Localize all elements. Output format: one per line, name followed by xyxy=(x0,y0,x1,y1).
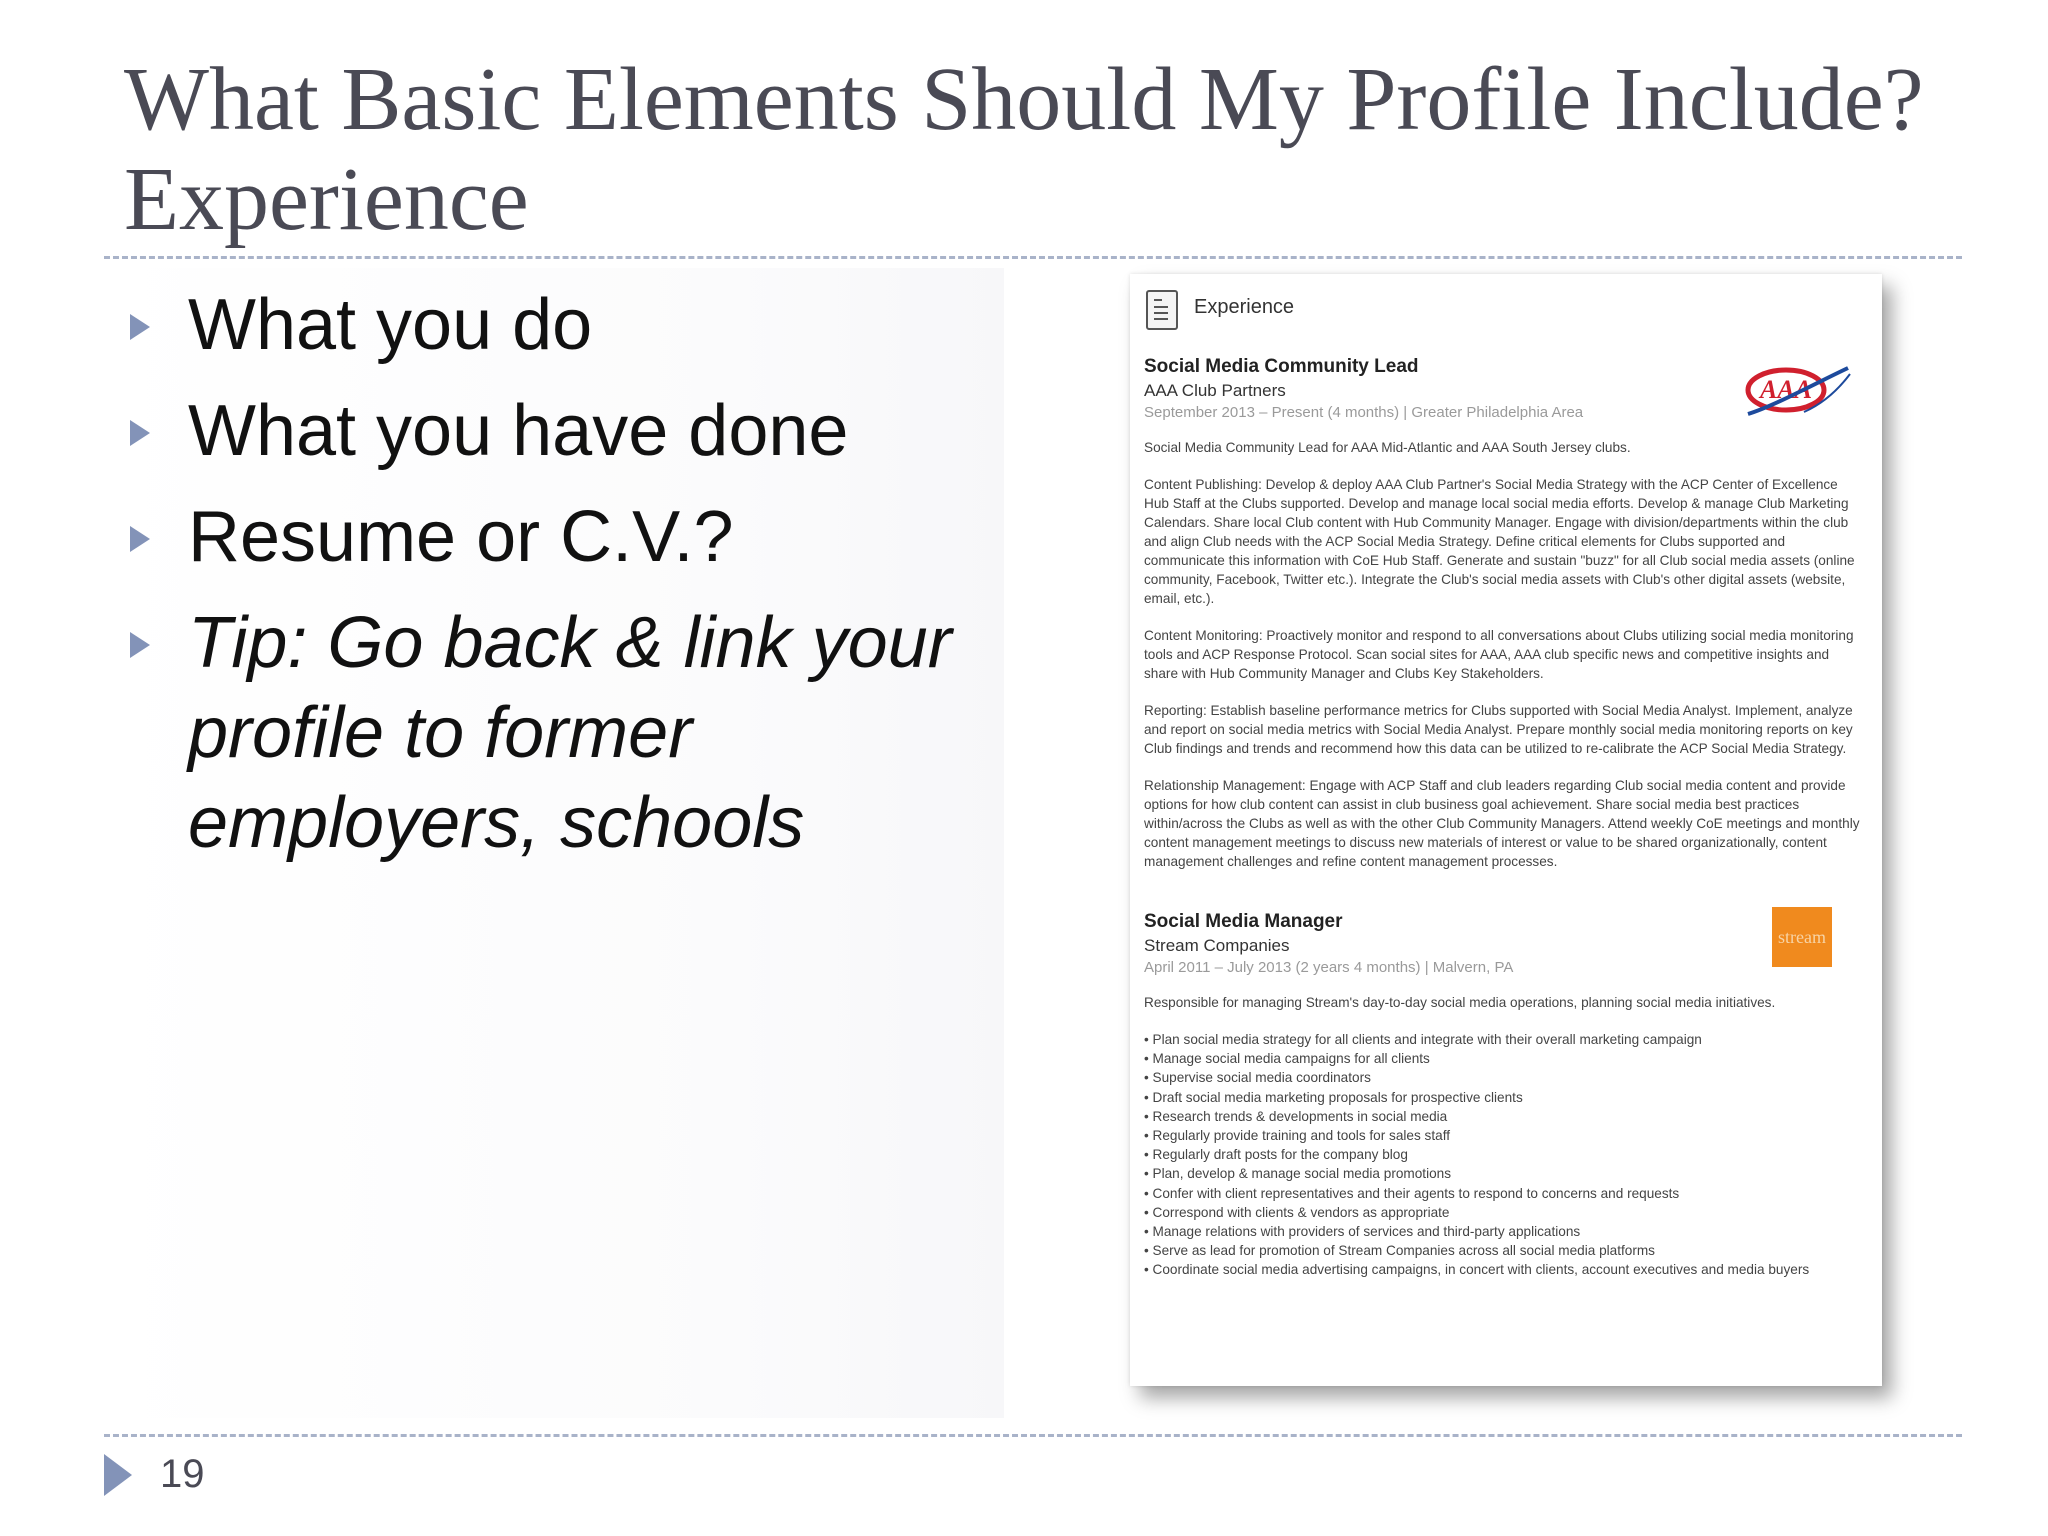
bullet-list xyxy=(124,280,1024,884)
duty-item: • Research trends & developments in social media xyxy=(1144,1108,1448,1124)
aaa-logo-icon xyxy=(1744,360,1854,422)
experience-section-label: Experience xyxy=(1194,296,1295,318)
job-description: Content Monitoring: Proactively monitor and respond to all conversations about Clubs utilizing social media monitoring tools and ACP Response Protocol. Scan social sites for AAA, AAA club specific news and competitive insights and share with Hub Community Manager and Clubs Key Stakeholders. xyxy=(1144,628,1854,681)
slide-title: What Basic Elements Should My Profile Include? Experience xyxy=(124,50,1924,249)
footer-triangle-icon xyxy=(104,1454,132,1496)
title-divider xyxy=(104,256,1962,259)
duty-item: • Confer with client representatives and their agents to respond to concerns and requests xyxy=(1144,1185,1680,1201)
duty-item: • Draft social media marketing proposals for prospective clients xyxy=(1144,1089,1523,1105)
job-description: Responsible for managing Stream's day-to-day social media operations, planning social media initiatives. xyxy=(1144,995,1776,1010)
bullet-triangle-icon xyxy=(130,420,150,446)
job-entry xyxy=(1144,909,1868,1280)
job-description: Reporting: Establish baseline performance metrics for Clubs supported with Social Media Analyst. Implement, analyze and report on social media metrics with Social Media Analyst. Prepare monthly social media monitoring reports on key Club findings and trends and recommend how this data can be utilized to re-calibrate the ACP Social Media Strategy. xyxy=(1144,703,1853,756)
job-title[interactable]: Social Media Community Lead xyxy=(1144,356,1419,377)
job-description: Social Media Community Lead for AAA Mid-Atlantic and AAA South Jersey clubs. xyxy=(1144,440,1631,455)
linkedin-experience-card xyxy=(1130,274,1882,1386)
job-description: Content Publishing: Develop & deploy AAA Club Partner's Social Media Strategy with the ACP Center of Excellence Hub Staff at the Clubs supported. Develop and manage local social media efforts. Develop & manage Club Marketing Calendars. Share local Club content with Hub Community Manager. Engage with division/departments within the club and align Club needs with the ACP Social Media Strategy. Define critical elements for Clubs supported and communicate this information with CoE Hub Staff. Generate and sustain "buzz" for all Club social media assets (online community, Facebook, Twitter etc.). Integrate the Club's social media assets with Club's other digital assets (website, email, etc.). xyxy=(1144,477,1855,606)
bullet-text: What you have done xyxy=(188,391,849,471)
duty-item: • Plan social media strategy for all clients and integrate with their overall marketing campaign xyxy=(1144,1032,1702,1047)
job-company[interactable]: Stream Companies xyxy=(1144,936,1290,955)
duties-list xyxy=(1144,1030,1864,1280)
job-description: Relationship Management: Engage with ACP Staff and club leaders regarding Club social media content and provide options for how club content can assist in club business goal achievement. Share social media best practices within/across the Clubs as well as with the other Club Community Managers. Attend weekly CoE meetings and monthly content management meetings to discuss new materials of interest or value to be shared organizationally, content management challenges and refine content management processes. xyxy=(1144,778,1860,869)
bullet-triangle-icon xyxy=(130,526,150,552)
bullet-triangle-icon xyxy=(130,314,150,340)
job-title[interactable]: Social Media Manager xyxy=(1144,911,1343,932)
bullet-item xyxy=(124,280,1024,370)
duty-item: • Manage relations with providers of services and third-party applications xyxy=(1144,1224,1581,1240)
document-icon xyxy=(1146,290,1178,330)
bullet-item xyxy=(124,492,1024,582)
job-dates: April 2011 – July 2013 (2 years 4 months) | Malvern, PA xyxy=(1144,959,1514,976)
bullet-item xyxy=(124,386,1024,476)
tip-text: Tip: Go back & link your profile to former employers, schools xyxy=(188,603,952,863)
page-number: 19 xyxy=(160,1452,205,1496)
job-entry xyxy=(1144,354,1868,871)
bullet-text: What you do xyxy=(188,285,593,365)
footer-divider xyxy=(104,1434,1962,1437)
job-company[interactable]: AAA Club Partners xyxy=(1144,381,1286,400)
duty-item: • Coordinate social media advertising campaigns, in concert with clients, account executives and media buyers xyxy=(1144,1262,1810,1278)
aaa-logo-text: AAA xyxy=(1759,375,1813,404)
stream-logo-icon: stream xyxy=(1772,907,1832,967)
duty-item: • Regularly provide training and tools for sales staff xyxy=(1144,1128,1450,1144)
duty-item: • Serve as lead for promotion of Stream Companies across all social media platforms xyxy=(1144,1243,1655,1259)
duty-item: • Regularly draft posts for the company blog xyxy=(1144,1147,1408,1163)
duty-item: • Supervise social media coordinators xyxy=(1144,1070,1371,1086)
job-dates: September 2013 – Present (4 months) | Greater Philadelphia Area xyxy=(1144,404,1584,421)
duty-item: • Plan, develop & manage social media promotions xyxy=(1144,1166,1452,1182)
bullet-item-tip xyxy=(124,598,1024,868)
duty-item: • Correspond with clients & vendors as appropriate xyxy=(1144,1204,1450,1220)
duty-item: • Manage social media campaigns for all clients xyxy=(1144,1051,1430,1067)
bullet-triangle-icon xyxy=(130,632,150,658)
experience-header xyxy=(1144,284,1868,342)
bullet-text: Resume or C.V.? xyxy=(188,497,734,577)
